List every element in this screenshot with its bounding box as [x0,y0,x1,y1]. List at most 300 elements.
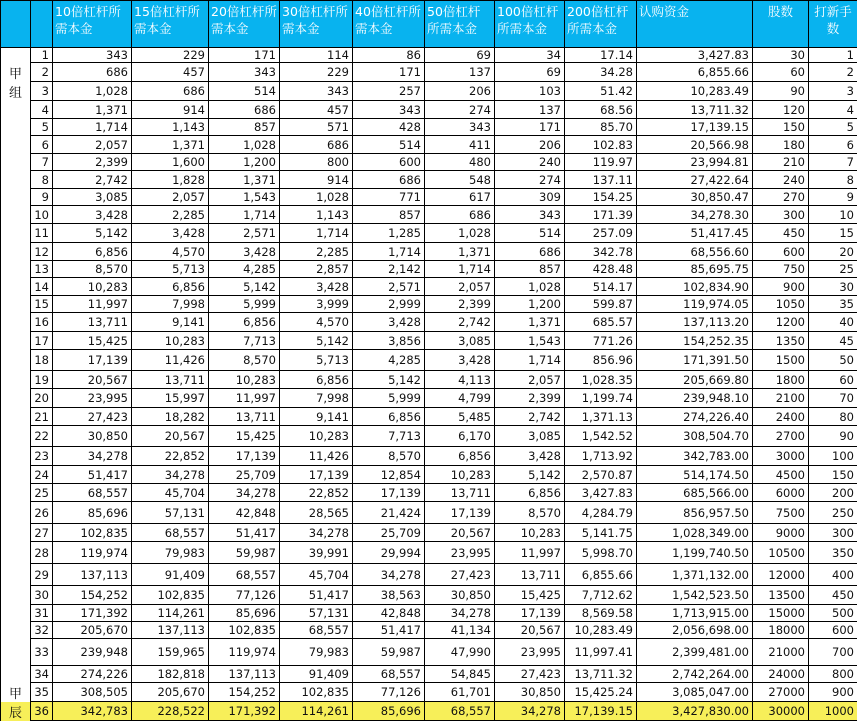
table-cell[interactable]: 171 [209,48,280,63]
table-cell[interactable]: 85.70 [565,119,637,136]
table-cell[interactable]: 1,713,915.00 [637,605,753,622]
table-cell[interactable]: 5,142 [209,278,280,296]
header-cell-2[interactable]: 10倍杠杆所需本金 [53,1,132,48]
row-number-cell[interactable]: 30 [31,586,53,605]
table-cell[interactable]: 686 [353,171,425,189]
table-cell[interactable]: 10,283 [53,278,132,296]
group-cell[interactable] [1,639,31,666]
row-number-cell[interactable]: 2 [31,63,53,82]
table-cell[interactable]: 1,371 [495,313,565,332]
group-cell[interactable]: 甲 [1,683,31,702]
table-cell[interactable]: 3,085 [495,426,565,447]
table-cell[interactable]: 750 [753,261,809,278]
table-cell[interactable]: 2,742 [425,313,495,332]
table-cell[interactable]: 51,417 [280,586,353,605]
table-cell[interactable]: 617 [425,189,495,206]
table-cell[interactable]: 119.97 [565,154,637,171]
table-cell[interactable]: 22,852 [132,447,209,466]
table-cell[interactable]: 6,856 [53,243,132,261]
table-cell[interactable]: 50 [809,350,857,371]
table-cell[interactable]: 2,056,698.00 [637,622,753,639]
table-cell[interactable]: 85,696 [53,502,132,524]
table-cell[interactable]: 3,427,830.00 [637,702,753,721]
table-cell[interactable]: 182,818 [132,666,209,683]
table-cell[interactable]: 599.87 [565,296,637,313]
table-cell[interactable]: 18,282 [132,408,209,426]
table-cell[interactable]: 15,425 [495,586,565,605]
table-cell[interactable]: 39,991 [280,542,353,564]
table-cell[interactable]: 914 [280,171,353,189]
table-cell[interactable]: 6,856 [280,371,353,389]
table-cell[interactable]: 4,570 [280,313,353,332]
table-cell[interactable]: 257 [353,82,425,101]
table-cell[interactable]: 13,711 [132,371,209,389]
table-cell[interactable]: 17,139 [53,350,132,371]
table-cell[interactable]: 300 [753,206,809,224]
table-cell[interactable]: 68,557 [280,622,353,639]
table-cell[interactable]: 57,131 [280,605,353,622]
table-cell[interactable]: 1,028 [209,136,280,154]
table-cell[interactable]: 686 [495,243,565,261]
table-cell[interactable]: 79,983 [132,542,209,564]
group-cell[interactable] [1,408,31,426]
table-cell[interactable]: 86 [353,48,425,63]
table-cell[interactable]: 1,543 [495,332,565,350]
table-cell[interactable]: 42,848 [209,502,280,524]
table-cell[interactable]: 69 [495,63,565,82]
table-cell[interactable]: 34,278 [280,524,353,542]
table-cell[interactable]: 771.26 [565,332,637,350]
table-cell[interactable]: 23,995 [53,389,132,408]
table-cell[interactable]: 10,283 [280,426,353,447]
group-cell[interactable] [1,389,31,408]
table-cell[interactable]: 5,998.70 [565,542,637,564]
table-cell[interactable]: 61,701 [425,683,495,702]
table-cell[interactable]: 34 [495,48,565,63]
row-number-cell[interactable]: 16 [31,313,53,332]
table-cell[interactable]: 77,126 [209,586,280,605]
table-cell[interactable]: 23,995 [495,639,565,666]
row-number-cell[interactable]: 11 [31,224,53,243]
table-cell[interactable]: 27,423 [425,564,495,586]
header-cell-1[interactable] [31,1,53,48]
table-cell[interactable]: 59,987 [209,542,280,564]
row-number-cell[interactable]: 15 [31,296,53,313]
group-cell[interactable] [1,261,31,278]
table-cell[interactable]: 4,113 [425,371,495,389]
table-cell[interactable]: 6 [809,136,857,154]
table-cell[interactable]: 91,409 [280,666,353,683]
table-cell[interactable]: 9000 [753,524,809,542]
table-cell[interactable]: 13,711 [53,313,132,332]
group-cell[interactable]: 辰 [1,702,31,721]
table-cell[interactable]: 45 [809,332,857,350]
table-cell[interactable]: 102,834.90 [637,278,753,296]
table-cell[interactable]: 120 [753,101,809,119]
group-cell[interactable] [1,484,31,502]
table-cell[interactable]: 12000 [753,564,809,586]
table-cell[interactable]: 15,425 [53,332,132,350]
table-cell[interactable]: 685.57 [565,313,637,332]
table-cell[interactable]: 10,283.49 [565,622,637,639]
table-cell[interactable]: 205,670 [132,683,209,702]
row-number-cell[interactable]: 14 [31,278,53,296]
table-cell[interactable]: 700 [809,639,857,666]
table-cell[interactable]: 6,170 [425,426,495,447]
table-cell[interactable]: 1,371 [209,171,280,189]
header-cell-9[interactable]: 200倍杠杆所需本金 [565,1,637,48]
group-cell[interactable] [1,119,31,136]
table-cell[interactable]: 343 [425,119,495,136]
table-cell[interactable]: 2,057 [53,136,132,154]
row-number-cell[interactable]: 21 [31,408,53,426]
table-cell[interactable]: 7,712.62 [565,586,637,605]
table-cell[interactable]: 2100 [753,389,809,408]
table-cell[interactable]: 51,417 [209,524,280,542]
table-cell[interactable]: 137,113 [53,564,132,586]
table-cell[interactable]: 119,974 [53,542,132,564]
table-cell[interactable]: 114,261 [132,605,209,622]
table-cell[interactable]: 180 [753,136,809,154]
table-cell[interactable]: 10,283 [425,466,495,484]
table-cell[interactable]: 1,371 [53,101,132,119]
table-cell[interactable]: 102,835 [280,683,353,702]
group-cell[interactable] [1,586,31,605]
table-cell[interactable]: 34,278 [425,605,495,622]
table-cell[interactable]: 4,570 [132,243,209,261]
row-number-cell[interactable]: 25 [31,484,53,502]
row-number-cell[interactable]: 33 [31,639,53,666]
table-cell[interactable]: 1,200 [495,296,565,313]
table-cell[interactable]: 30 [809,278,857,296]
table-cell[interactable]: 1200 [753,313,809,332]
table-cell[interactable]: 5,141.75 [565,524,637,542]
table-cell[interactable]: 342,783.00 [637,447,753,466]
table-cell[interactable]: 38,563 [353,586,425,605]
table-cell[interactable]: 6,856 [209,313,280,332]
table-cell[interactable]: 239,948.10 [637,389,753,408]
table-cell[interactable]: 27,422.64 [637,171,753,189]
row-number-cell[interactable]: 22 [31,426,53,447]
table-cell[interactable]: 1,028 [280,189,353,206]
group-cell[interactable] [1,605,31,622]
table-cell[interactable]: 2,742 [495,408,565,426]
table-cell[interactable]: 15,425.24 [565,683,637,702]
table-cell[interactable]: 857 [209,119,280,136]
table-cell[interactable]: 8,569.58 [565,605,637,622]
table-cell[interactable]: 1800 [753,371,809,389]
table-cell[interactable]: 3,427.83 [637,48,753,63]
table-cell[interactable]: 20,567 [53,371,132,389]
table-cell[interactable]: 13,711 [495,564,565,586]
table-cell[interactable]: 15,997 [132,389,209,408]
table-cell[interactable]: 228,522 [132,702,209,721]
table-cell[interactable]: 2,057 [425,278,495,296]
table-cell[interactable]: 34,278 [209,484,280,502]
table-cell[interactable]: 2,742,264.00 [637,666,753,683]
table-cell[interactable]: 7,713 [209,332,280,350]
table-cell[interactable]: 2,742 [53,171,132,189]
table-cell[interactable]: 343 [53,48,132,63]
table-cell[interactable]: 274 [425,101,495,119]
table-cell[interactable]: 27000 [753,683,809,702]
table-cell[interactable]: 309 [495,189,565,206]
table-cell[interactable]: 600 [753,243,809,261]
table-cell[interactable]: 10 [809,206,857,224]
table-cell[interactable]: 34,278 [495,702,565,721]
table-cell[interactable]: 1,028 [495,278,565,296]
table-cell[interactable]: 6,856 [495,484,565,502]
table-cell[interactable]: 59,987 [353,639,425,666]
table-cell[interactable]: 3,085 [53,189,132,206]
table-cell[interactable]: 2700 [753,426,809,447]
table-cell[interactable]: 2,857 [280,261,353,278]
table-cell[interactable]: 171 [353,63,425,82]
group-cell[interactable] [1,243,31,261]
table-cell[interactable]: 68,557 [209,564,280,586]
table-cell[interactable]: 206 [495,136,565,154]
table-cell[interactable]: 1,143 [132,119,209,136]
row-number-cell[interactable]: 31 [31,605,53,622]
table-cell[interactable]: 68,557 [353,666,425,683]
table-cell[interactable]: 205,669.80 [637,371,753,389]
table-cell[interactable]: 450 [809,586,857,605]
table-cell[interactable]: 30,850 [495,683,565,702]
table-cell[interactable]: 1,828 [132,171,209,189]
group-cell[interactable] [1,278,31,296]
table-cell[interactable]: 2,999 [353,296,425,313]
row-number-cell[interactable]: 9 [31,189,53,206]
table-cell[interactable]: 2,285 [280,243,353,261]
table-cell[interactable]: 137,113 [209,666,280,683]
table-cell[interactable]: 514 [209,82,280,101]
table-cell[interactable]: 9 [809,189,857,206]
table-cell[interactable]: 5,485 [425,408,495,426]
table-cell[interactable]: 119,974.05 [637,296,753,313]
group-cell[interactable] [1,101,31,119]
table-cell[interactable]: 1,714 [209,206,280,224]
table-cell[interactable]: 457 [132,63,209,82]
table-cell[interactable]: 150 [809,466,857,484]
table-cell[interactable]: 17,139 [280,466,353,484]
table-cell[interactable]: 13,711 [425,484,495,502]
table-cell[interactable]: 51,417.45 [637,224,753,243]
table-cell[interactable]: 11,997 [495,542,565,564]
table-cell[interactable]: 7,998 [280,389,353,408]
table-cell[interactable]: 2,142 [353,261,425,278]
table-cell[interactable]: 800 [809,666,857,683]
table-cell[interactable]: 343 [353,101,425,119]
table-cell[interactable]: 10,283 [132,332,209,350]
table-cell[interactable]: 1,028 [425,224,495,243]
table-cell[interactable]: 41,134 [425,622,495,639]
group-cell[interactable] [1,332,31,350]
table-cell[interactable]: 4,284.79 [565,502,637,524]
row-number-cell[interactable]: 7 [31,154,53,171]
table-cell[interactable]: 68.56 [565,101,637,119]
table-cell[interactable]: 15000 [753,605,809,622]
table-cell[interactable]: 23,995 [425,542,495,564]
table-cell[interactable]: 5,142 [280,332,353,350]
table-cell[interactable]: 5,142 [495,466,565,484]
table-cell[interactable]: 17.14 [565,48,637,63]
table-cell[interactable]: 1,028,349.00 [637,524,753,542]
table-cell[interactable]: 914 [132,101,209,119]
table-cell[interactable]: 2,399 [53,154,132,171]
group-cell[interactable]: 组 [1,82,31,101]
table-cell[interactable]: 60 [753,63,809,82]
table-cell[interactable]: 25 [809,261,857,278]
table-cell[interactable]: 137,113 [132,622,209,639]
table-cell[interactable]: 200 [809,484,857,502]
table-cell[interactable]: 27,423 [53,408,132,426]
table-cell[interactable]: 51,417 [53,466,132,484]
table-cell[interactable]: 91,409 [132,564,209,586]
table-cell[interactable]: 250 [809,502,857,524]
table-cell[interactable]: 45,704 [132,484,209,502]
table-cell[interactable]: 102,835 [53,524,132,542]
header-cell-6[interactable]: 40倍杠杆所需本金 [353,1,425,48]
table-cell[interactable]: 4500 [753,466,809,484]
table-cell[interactable]: 79,983 [280,639,353,666]
table-cell[interactable]: 159,965 [132,639,209,666]
table-cell[interactable]: 8,570 [209,350,280,371]
table-cell[interactable]: 45,704 [280,564,353,586]
row-number-cell[interactable]: 32 [31,622,53,639]
table-cell[interactable]: 5,142 [353,371,425,389]
table-cell[interactable]: 206 [425,82,495,101]
table-cell[interactable]: 30 [753,48,809,63]
table-cell[interactable]: 1,543 [209,189,280,206]
table-cell[interactable]: 514.17 [565,278,637,296]
table-cell[interactable]: 3,428 [353,313,425,332]
table-cell[interactable]: 548 [425,171,495,189]
table-cell[interactable]: 13,711.32 [637,101,753,119]
table-cell[interactable]: 23,994.81 [637,154,753,171]
table-cell[interactable]: 274,226.40 [637,408,753,426]
table-cell[interactable]: 90 [809,426,857,447]
table-cell[interactable]: 3,428 [495,447,565,466]
row-number-cell[interactable]: 28 [31,542,53,564]
table-cell[interactable]: 685,566.00 [637,484,753,502]
table-cell[interactable]: 2 [809,63,857,82]
table-cell[interactable]: 34,278 [53,447,132,466]
table-cell[interactable]: 21,424 [353,502,425,524]
table-cell[interactable]: 5,999 [209,296,280,313]
header-cell-4[interactable]: 20倍杠杆所需本金 [209,1,280,48]
table-cell[interactable]: 30,850 [425,586,495,605]
table-cell[interactable]: 114,261 [280,702,353,721]
table-cell[interactable]: 137.11 [565,171,637,189]
table-cell[interactable]: 34.28 [565,63,637,82]
table-cell[interactable]: 1,371.13 [565,408,637,426]
table-cell[interactable]: 171,392 [53,605,132,622]
table-cell[interactable]: 10,283 [495,524,565,542]
table-cell[interactable]: 3000 [753,447,809,466]
row-number-cell[interactable]: 36 [31,702,53,721]
group-cell[interactable] [1,48,31,63]
table-cell[interactable]: 102.83 [565,136,637,154]
group-cell[interactable] [1,622,31,639]
table-cell[interactable]: 1500 [753,350,809,371]
table-cell[interactable]: 308,504.70 [637,426,753,447]
group-cell[interactable] [1,502,31,524]
table-cell[interactable]: 137 [425,63,495,82]
table-cell[interactable]: 686 [132,82,209,101]
table-cell[interactable]: 900 [753,278,809,296]
table-cell[interactable]: 8,570 [353,447,425,466]
table-cell[interactable]: 171,392 [209,702,280,721]
table-cell[interactable]: 70 [809,389,857,408]
table-cell[interactable]: 2,570.87 [565,466,637,484]
table-cell[interactable]: 480 [425,154,495,171]
table-cell[interactable]: 1,371,132.00 [637,564,753,586]
table-cell[interactable]: 85,695.75 [637,261,753,278]
table-cell[interactable]: 428 [353,119,425,136]
group-cell[interactable] [1,426,31,447]
table-cell[interactable]: 15 [809,224,857,243]
row-number-cell[interactable]: 24 [31,466,53,484]
group-cell[interactable] [1,136,31,154]
table-cell[interactable]: 8,570 [495,502,565,524]
table-cell[interactable]: 171,391.50 [637,350,753,371]
row-number-cell[interactable]: 34 [31,666,53,683]
table-cell[interactable]: 342,783 [53,702,132,721]
table-cell[interactable]: 42,848 [353,605,425,622]
table-cell[interactable]: 4,285 [209,261,280,278]
table-cell[interactable]: 13,711 [209,408,280,426]
group-cell[interactable] [1,224,31,243]
header-cell-12[interactable]: 打新手数 [809,1,857,48]
table-cell[interactable]: 13500 [753,586,809,605]
table-cell[interactable]: 1,371 [132,136,209,154]
table-cell[interactable]: 100 [809,447,857,466]
table-cell[interactable]: 3,428 [53,206,132,224]
table-cell[interactable]: 5,713 [280,350,353,371]
row-number-cell[interactable]: 17 [31,332,53,350]
table-cell[interactable]: 3,428 [209,243,280,261]
table-cell[interactable]: 343 [495,206,565,224]
row-number-cell[interactable]: 12 [31,243,53,261]
table-cell[interactable]: 1,200 [209,154,280,171]
table-cell[interactable]: 137 [495,101,565,119]
table-cell[interactable]: 3,085,047.00 [637,683,753,702]
table-cell[interactable]: 5,713 [132,261,209,278]
table-cell[interactable]: 2,571 [209,224,280,243]
table-cell[interactable]: 69 [425,48,495,63]
table-cell[interactable]: 60 [809,371,857,389]
table-cell[interactable]: 20,567 [132,426,209,447]
table-cell[interactable]: 4 [809,101,857,119]
header-cell-0[interactable] [1,1,31,48]
table-cell[interactable]: 2,399 [425,296,495,313]
table-cell[interactable]: 68,556.60 [637,243,753,261]
table-cell[interactable]: 342.78 [565,243,637,261]
table-cell[interactable]: 12,854 [353,466,425,484]
group-cell[interactable] [1,171,31,189]
table-cell[interactable]: 3,428 [280,278,353,296]
table-cell[interactable]: 400 [809,564,857,586]
table-cell[interactable]: 1,714 [425,261,495,278]
group-cell[interactable] [1,154,31,171]
table-cell[interactable]: 20,567 [425,524,495,542]
table-cell[interactable]: 3,999 [280,296,353,313]
table-cell[interactable]: 274 [495,171,565,189]
table-cell[interactable]: 150 [753,119,809,136]
table-cell[interactable]: 29,994 [353,542,425,564]
table-cell[interactable]: 308,505 [53,683,132,702]
table-cell[interactable]: 102,835 [209,622,280,639]
